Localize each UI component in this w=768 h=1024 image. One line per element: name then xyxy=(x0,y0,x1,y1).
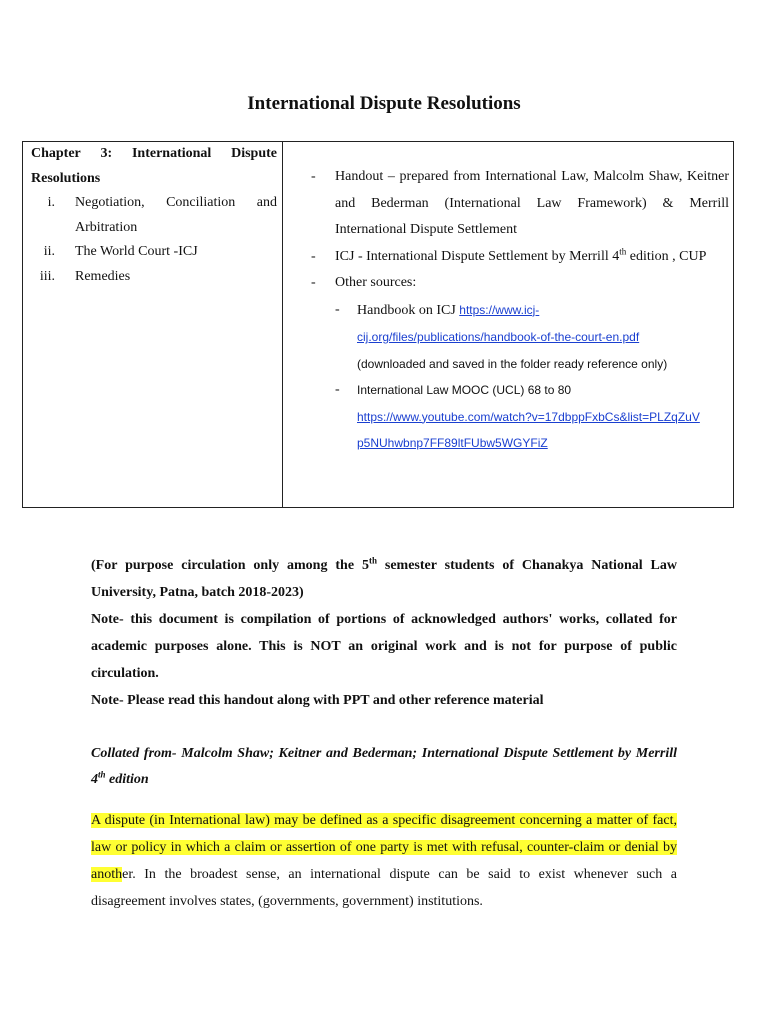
collated-text: Collated from- Malcolm Shaw; Keitner and Bederman; International Dispute Settlement by Merrill 4 xyxy=(91,746,677,787)
highlighted-text: A dispute (in International law) may be defined as a specific disagreement concerning a matter of fact, law or policy in which a claim or assertion of one party is met with refusal, counter-claim or denial by anoth xyxy=(91,813,677,882)
chapter-word: Dispute xyxy=(231,146,277,161)
dash-bullet: - xyxy=(311,248,316,264)
handbook-link[interactable]: https://www.icj- xyxy=(459,302,540,317)
source-subitem xyxy=(311,377,729,457)
topic-text: Remedies xyxy=(75,268,131,284)
topic-word: and xyxy=(256,195,277,210)
dash-bullet: - xyxy=(335,301,340,317)
topic-word: Conciliation xyxy=(166,195,236,210)
dash-bullet: - xyxy=(311,169,316,184)
chapter-word: 3: xyxy=(100,146,113,161)
list-number: iii. xyxy=(39,268,55,284)
source-subitem xyxy=(311,297,729,378)
superscript: th xyxy=(368,555,377,566)
syllabus-table xyxy=(22,141,734,508)
superscript: th xyxy=(619,245,627,256)
mooc-link[interactable]: https://www.youtube.com/watch?v=17dbppFxbCs&list=PLZqZuV xyxy=(357,409,700,424)
other-sources-label: Other sources: xyxy=(335,275,417,290)
list-item xyxy=(31,265,277,290)
sources-cell xyxy=(311,164,729,457)
dash-bullet: - xyxy=(311,275,316,290)
circulation-text: (For purpose circulation only among the 5 xyxy=(91,558,369,573)
definition-paragraph xyxy=(91,807,677,915)
source-handout: Handout – prepared from International Law, Malcolm Shaw, Keitner and Bederman (International Law Framework) & Merrill International Dispute Settlement xyxy=(335,169,729,237)
handbook-link-cont[interactable]: cij.org/files/publications/handbook-of-the-court-en.pdf xyxy=(357,330,640,344)
table-divider xyxy=(282,142,283,507)
handbook-word: ICJ xyxy=(436,302,456,318)
topic-line2: Arbitration xyxy=(75,219,138,235)
definition-rest: er. In the broadest sense, an international dispute can be said to exist whenever such a disagreement involves states, (governments, government) institutions. xyxy=(91,867,677,909)
page-title: International Dispute Resolutions xyxy=(247,93,521,114)
chapter-heading xyxy=(31,142,277,191)
list-number: i. xyxy=(47,195,55,210)
circulation-text-end: semester students of Chanakya National Law University, Patna, batch 2018-2023) xyxy=(91,558,677,600)
chapter-word: International xyxy=(131,146,212,161)
compilation-note: Note- this document is compilation of portions of acknowledged authors' works, collated for academic purposes alone. This is NOT an original work and is not for purpose of public circulation. xyxy=(91,612,677,681)
source-item xyxy=(311,270,729,297)
circulation-note xyxy=(91,552,677,606)
superscript: th xyxy=(98,769,106,780)
list-item xyxy=(31,240,277,265)
chapter-topics xyxy=(31,191,277,289)
source-item xyxy=(311,244,729,271)
reading-note: Note- Please read this handout along with PPT and other reference material xyxy=(91,693,544,708)
handbook-word: on xyxy=(418,302,433,318)
collated-from xyxy=(91,741,677,793)
mooc-link-cont[interactable]: p5NUhwbnp7FF89ltFUbw5WGYFiZ xyxy=(357,436,548,450)
list-number: ii. xyxy=(43,244,55,259)
notes-block xyxy=(91,552,677,714)
mooc-label: International Law MOOC (UCL) 68 to 80 xyxy=(357,383,572,397)
list-item xyxy=(31,191,277,240)
source-item xyxy=(311,164,729,244)
source-icj-text-end: edition , CUP xyxy=(626,248,707,264)
dash-bullet: - xyxy=(335,382,340,397)
chapter-cell xyxy=(31,142,277,289)
handbook-word: Handbook xyxy=(357,302,416,318)
chapter-heading-line2: Resolutions xyxy=(31,170,101,186)
source-icj-text: ICJ - International Dispute Settlement by Merrill 4 xyxy=(335,248,620,264)
topic-word: Negotiation, xyxy=(75,195,145,210)
collated-text-end: edition xyxy=(105,772,149,787)
handbook-note: (downloaded and saved in the folder ready reference only) xyxy=(357,356,668,371)
topic-text: The World Court -ICJ xyxy=(75,244,198,259)
chapter-word: Chapter xyxy=(31,146,81,161)
